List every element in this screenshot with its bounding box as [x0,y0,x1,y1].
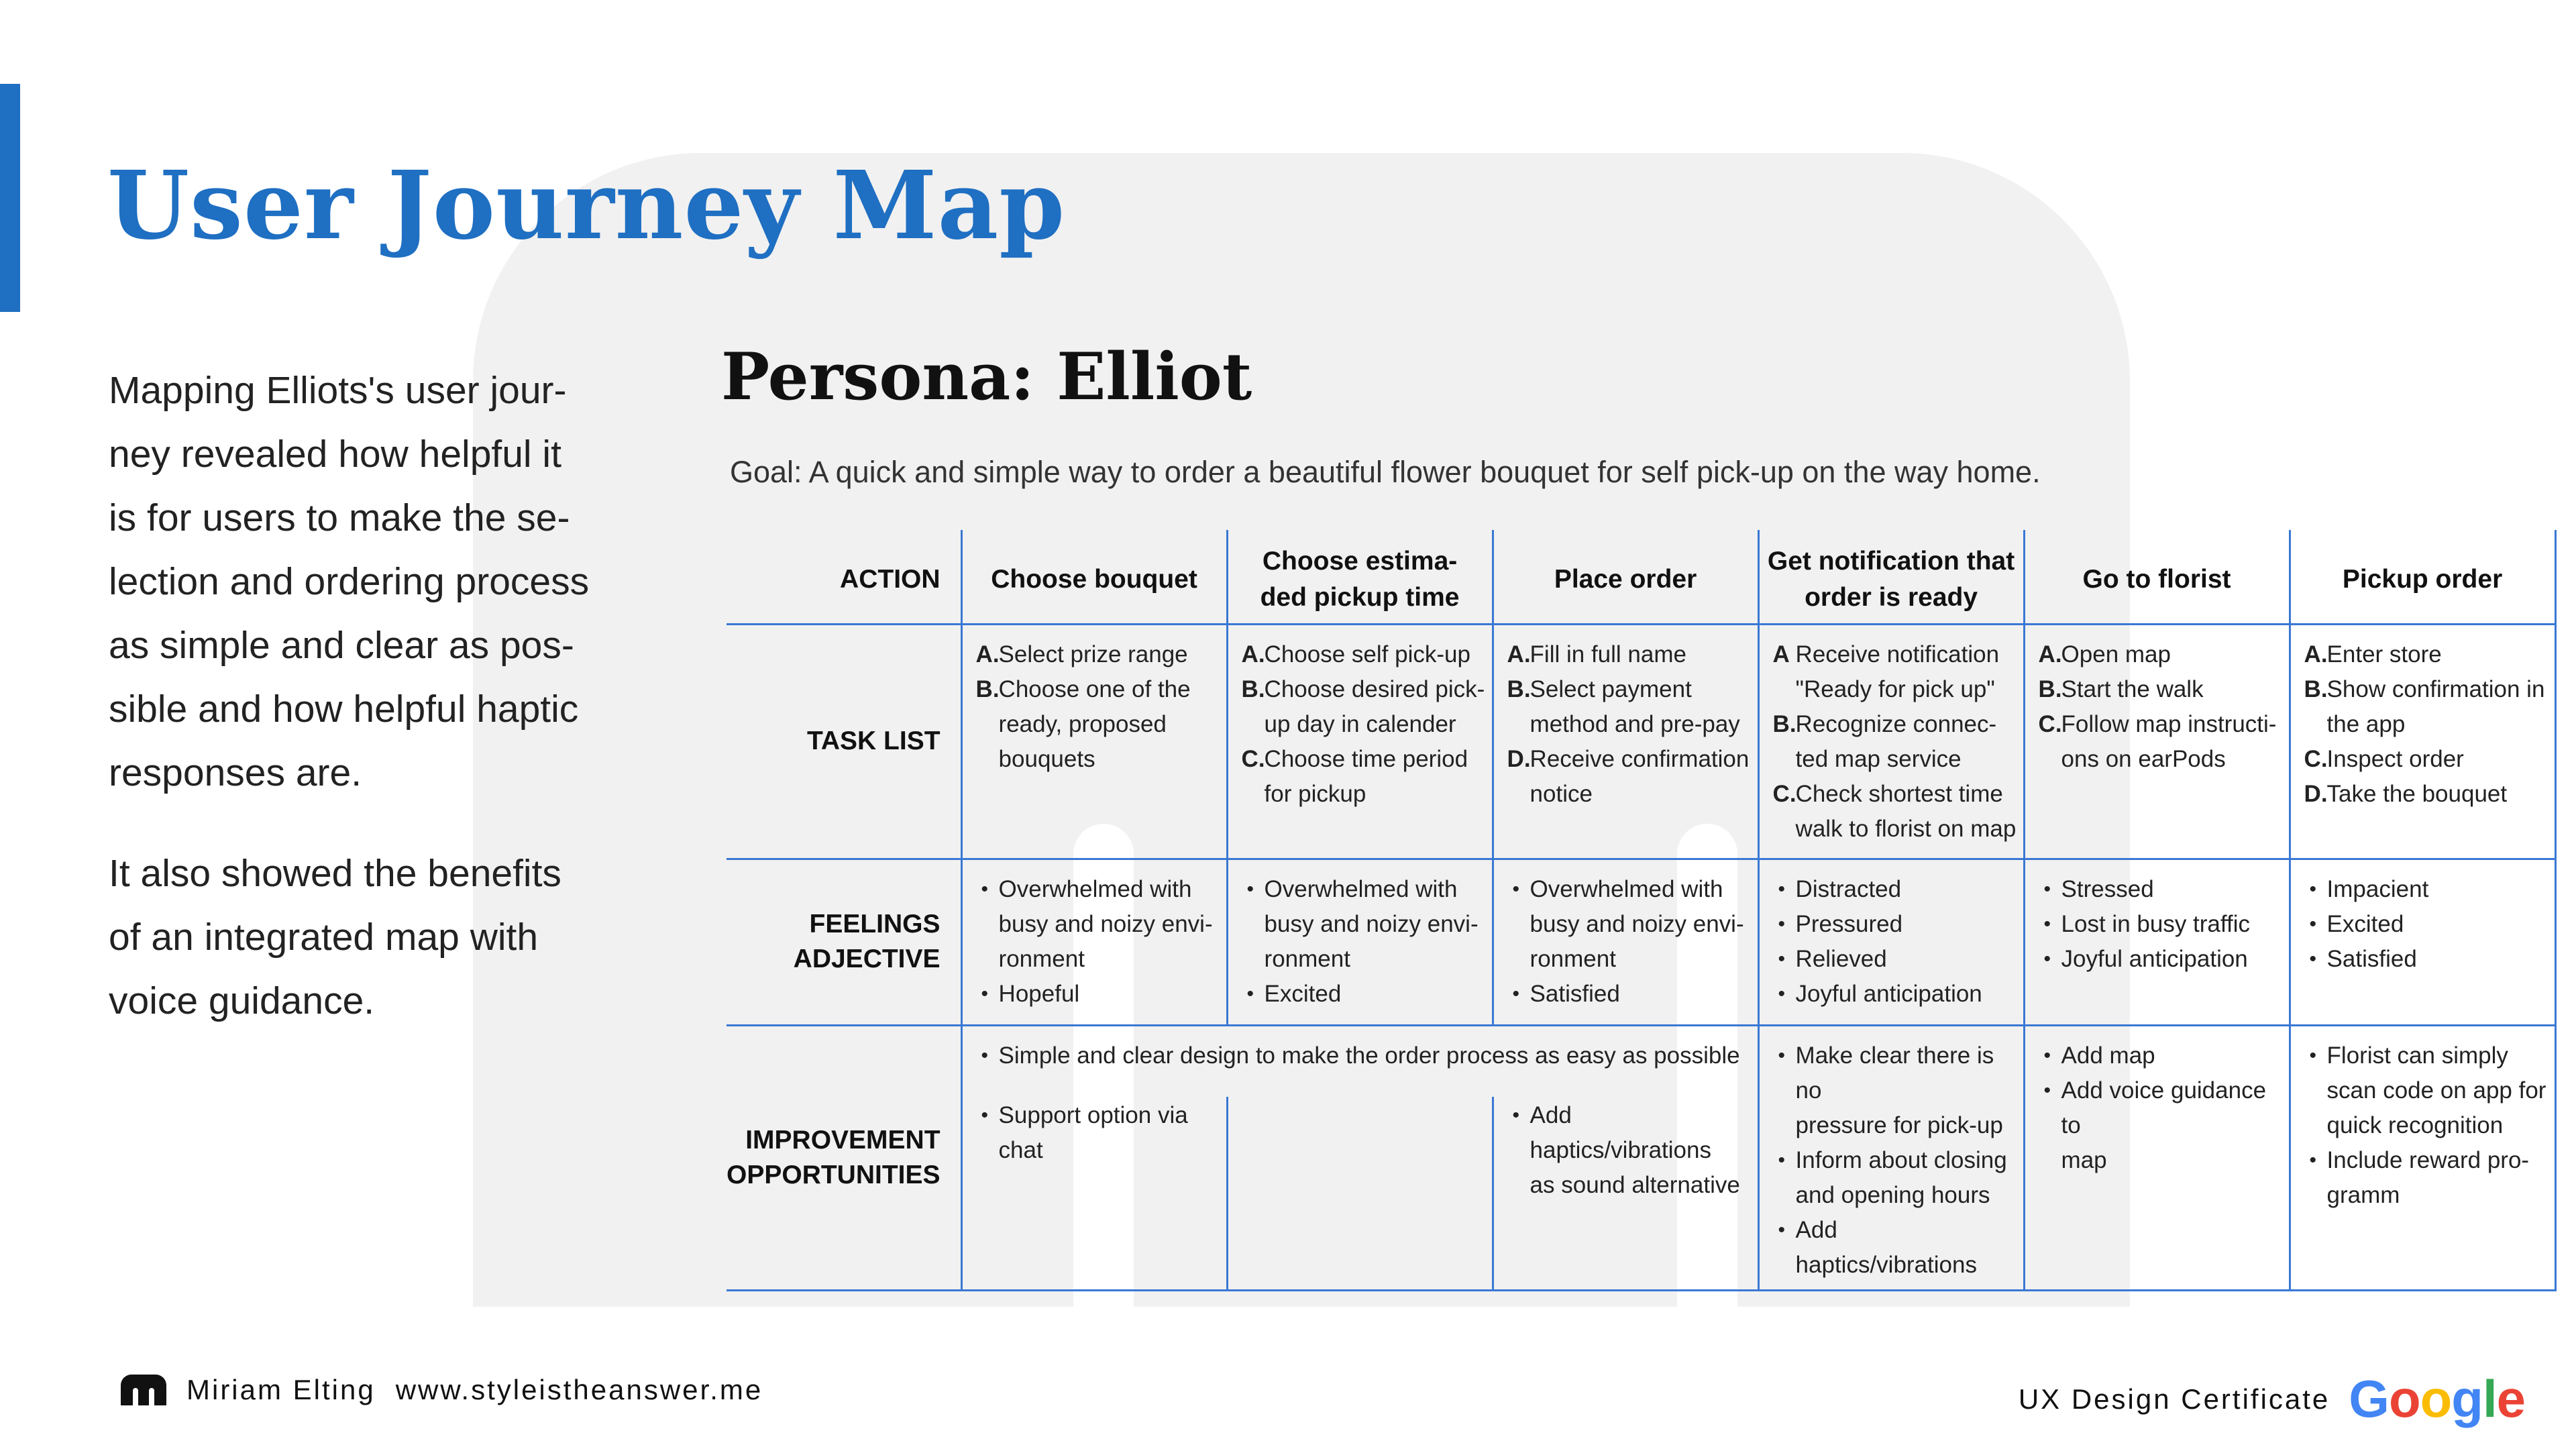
task-text: Choose self pick-up [1264,641,1470,667]
improvement-item [1773,1038,2017,1143]
improvement-item-text: pressure for pick-up [1795,1112,2003,1138]
action-header [1758,530,2024,624]
improvement-item-text: Add map [2061,1042,2155,1069]
bullet: • [2309,947,2317,970]
task-text: the app [2326,710,2406,737]
action-header [2024,530,2290,624]
feeling-item-text: Distracted [1795,875,1902,902]
bullet: • [1246,877,1254,900]
feeling-item-text: Satisfied [2326,945,2417,972]
feeling-item-text: Overwhelmed with [998,875,1192,902]
bullet: • [1778,1044,1786,1067]
action-row [727,530,2555,624]
bullet: • [2043,1079,2051,1102]
bullet: • [1778,912,1786,935]
bullet: • [1246,982,1254,1005]
bullet: • [2043,877,2051,900]
improvement-item-text: scan code on app for [2326,1077,2546,1104]
task-item [1507,672,1751,742]
feeling-item [1242,977,1485,1012]
persona-goal: Goal: A quick and simple way to order a beautiful flower bouquet for self pick-up on the way home. [730,455,2041,489]
improvement-cell [961,1097,1227,1290]
task-item [1773,637,2017,707]
feeling-item [1773,907,2017,942]
task-cell [2290,624,2555,859]
improvement-item [1773,1213,2017,1283]
improvement-item-text: quick recognition [2326,1112,2504,1138]
task-item [1507,637,1751,672]
improvement-item-text: Inform about closing [1795,1146,2007,1173]
google-letter: l [2482,1369,2497,1428]
bullet: • [981,982,989,1005]
feeling-item-text: Satisfied [1529,980,1620,1007]
intro-paragraph-2: It also showed the benefits of an integrated map with voice guidance. [109,852,561,1022]
feeling-item [976,977,1220,1012]
shared-improvement-item: • Simple and clear design to make the order process as easy as possible [981,1042,1740,1069]
google-letter: o [2388,1369,2420,1428]
feelings-cell [1493,859,1758,1025]
improvement-item-text: gramm [2326,1181,2400,1208]
improvement-item-text: Add voice guidance to [2061,1077,2267,1138]
bullet: • [2309,1044,2317,1067]
feeling-item-text: busy and noizy envi- [1529,910,1744,937]
task-text: Start the walk [2061,676,2204,702]
action-label: order is ready [1805,583,1978,612]
action-header [1493,530,1758,624]
task-list-row [727,624,2555,859]
feeling-item-text: Relieved [1795,945,1887,972]
task-text: Fill in full name [1529,641,1686,667]
task-item [2304,777,2548,812]
improvement-item-text: map [2061,1146,2107,1173]
row-label-task-list: TASK LIST [727,624,961,859]
task-item [2039,707,2282,777]
bullet: • [981,1104,989,1126]
task-marker: C. [2304,745,2328,772]
persona-heading: Persona: Elliot [721,339,1252,415]
action-label: Go to florist [2082,565,2231,594]
improvement-item-text: Add haptics/vibrations [1795,1216,1977,1278]
improvement-cell [1493,1097,1758,1290]
bullet: • [1778,947,1786,970]
improvement-item-text: Add haptics/vibrations [1529,1102,1711,1163]
intro-paragraph-1: Mapping Elliots's user jour- ney revealed how helpful it is for users to make the se- lection and ordering process as simple and clear as pos- sible and how helpful haptic responses are. [109,369,590,794]
feeling-item [976,872,1220,977]
task-marker: A. [1241,641,1265,667]
action-label: Choose bouquet [991,565,1197,594]
task-item [976,637,1220,672]
task-text: Receive confirmation [1529,745,1750,772]
task-text: notice [1529,780,1593,807]
feeling-item-text: Excited [2326,910,2404,937]
feeling-item-text: Joyful anticipation [2061,945,2248,972]
improvement-cell [2290,1025,2555,1290]
feeling-item-text: busy and noizy envi- [998,910,1213,937]
task-marker: A. [2304,641,2328,667]
bullet: • [2309,912,2317,935]
bullet: • [1512,1104,1520,1126]
improvement-item [2039,1073,2282,1178]
task-text: Follow map instructi- [2061,710,2277,737]
task-text: ted map service [1795,745,1962,772]
task-item [2304,637,2548,672]
improvement-item-text: Florist can simply [2326,1042,2508,1069]
row-label-action: ACTION [727,530,961,624]
action-header [2290,530,2555,624]
feeling-item-text: busy and noizy envi- [1264,910,1479,937]
task-text: method and pre-pay [1529,710,1740,737]
bullet: • [1512,877,1520,900]
task-text: Choose time period [1264,745,1468,772]
feeling-item-text: ronment [998,945,1085,972]
task-marker: C. [1241,745,1265,772]
improvement-item [1507,1098,1751,1203]
task-text: up day in calender [1264,710,1456,737]
bullet: • [1512,982,1520,1005]
task-cell [1227,624,1493,859]
task-item [1773,707,2017,777]
feeling-item-text: Excited [1264,980,1342,1007]
google-letter: G [2349,1369,2389,1428]
action-label: ded pickup time [1260,583,1460,612]
task-marker: C. [2038,710,2062,737]
task-marker: B. [2038,676,2062,702]
improvement-cell [1758,1025,2024,1290]
page-title: User Journey Map [107,151,1066,261]
task-marker: C. [1772,780,1796,807]
bullet: • [2043,1044,2051,1067]
improvement-item-text: Make clear there is no [1795,1042,1994,1104]
task-item [2304,742,2548,777]
feeling-item [1773,942,2017,977]
feelings-cell [961,859,1227,1025]
feeling-item [2039,942,2282,977]
feeling-item [1773,872,2017,907]
task-cell [961,624,1227,859]
improvement-item [976,1098,1220,1168]
intro-text [109,359,619,1070]
feeling-item-text: Overwhelmed with [1529,875,1723,902]
task-cell [1493,624,1758,859]
task-cell [2024,624,2290,859]
task-item [976,672,1220,777]
feeling-item [2039,907,2282,942]
task-text: Show confirmation in [2326,676,2545,702]
action-label: Choose estima- [1262,547,1458,576]
feeling-item-text: ronment [1529,945,1616,972]
task-text: Open map [2061,641,2171,667]
task-marker: B. [1772,710,1796,737]
task-text: walk to florist on map [1795,815,2017,842]
feeling-item-text: Stressed [2061,875,2154,902]
improvement-item [1773,1143,2017,1213]
feelings-cell [2024,859,2290,1025]
bullet: • [1778,1148,1786,1171]
task-item [1507,742,1751,812]
journey-table [727,530,2557,1291]
website-link[interactable]: www.styleistheanswer.me [395,1374,763,1405]
improvement-item-text: as sound alternative [1529,1171,1740,1198]
footer-author [121,1374,763,1406]
improvement-row-top [727,1025,2555,1097]
feeling-item-text: Joyful anticipation [1795,980,1982,1007]
task-text: Take the bouquet [2326,780,2508,807]
feeling-item [2304,907,2548,942]
task-item [1242,672,1485,742]
feeling-item-text: Hopeful [998,980,1080,1007]
task-text: Receive notification [1795,641,2000,667]
feelings-cell [1758,859,2024,1025]
task-text: for pickup [1264,780,1366,807]
task-marker: D. [1507,745,1531,772]
task-marker: B. [1241,676,1265,702]
action-header [1227,530,1493,624]
task-text: Enter store [2326,641,2442,667]
task-item [2039,672,2282,707]
feeling-item [2304,942,2548,977]
google-letter: e [2496,1369,2525,1428]
task-text: ons on earPods [2061,745,2226,772]
feeling-item [1773,977,2017,1012]
certificate-label: UX Design Certificate [2018,1383,2330,1415]
task-cell [1758,624,2024,859]
task-text: Select payment [1529,676,1692,702]
action-label: Get notification that [1767,547,2015,576]
improvement-item-text: and opening hours [1795,1181,1990,1208]
google-logo [2349,1368,2525,1430]
feeling-item [2039,872,2282,907]
bullet: • [2043,912,2051,935]
task-item [1242,637,1485,672]
feeling-item-text: Overwhelmed with [1264,875,1458,902]
bullet: • [2309,877,2317,900]
feeling-item [1507,872,1751,977]
task-text: Inspect order [2326,745,2464,772]
task-text: Choose one of the [998,676,1191,702]
row-label-feelings: FEELINGS ADJECTIVE [727,859,961,1025]
footer-certificate [2019,1368,2525,1430]
feelings-cell [1227,859,1493,1025]
task-item [1242,742,1485,812]
author-name: Miriam Elting [186,1374,376,1405]
shared-improvement-cell [961,1025,1758,1097]
task-marker: A. [975,641,1000,667]
task-item [2304,672,2548,742]
task-text: Check shortest time [1795,780,2003,807]
task-marker: A [1772,641,1790,667]
action-label: Place order [1554,565,1697,594]
task-item [1773,777,2017,847]
task-item [2039,637,2282,672]
task-text: bouquets [998,745,1095,772]
bullet: • [1778,1218,1786,1241]
action-header [961,530,1227,624]
feeling-item [1242,872,1485,977]
google-letter: o [2420,1369,2452,1428]
improvement-item-text: Support option via [998,1102,1188,1128]
task-text: Select prize range [998,641,1188,667]
row-label-improvement: IMPROVEMENT OPPORTUNITIES [727,1025,961,1290]
task-text: Recognize connec- [1795,710,1997,737]
task-marker: A. [2038,641,2062,667]
bullet: • [981,877,989,900]
improvement-item [2039,1038,2282,1073]
improvement-item [2304,1143,2548,1213]
improvement-item [2304,1038,2548,1143]
improvement-cell [1227,1097,1493,1290]
bullet: • [1778,877,1786,900]
task-marker: A. [1507,641,1531,667]
task-marker: B. [975,676,1000,702]
action-label: Pickup order [2342,565,2503,594]
improvement-cell [2024,1025,2290,1290]
m-logo-icon [121,1375,166,1405]
bullet: • [1778,982,1786,1005]
feeling-item-text: Impacient [2326,875,2429,902]
feeling-item [2304,872,2548,907]
feelings-cell [2290,859,2555,1025]
task-marker: D. [2304,780,2328,807]
feeling-item-text: Lost in busy traffic [2061,910,2250,937]
feeling-item-text: ronment [1264,945,1350,972]
task-marker: B. [2304,676,2328,702]
task-text: Choose desired pick- [1264,676,1485,702]
task-text: "Ready for pick up" [1795,676,1995,702]
task-text: ready, proposed [998,710,1167,737]
bullet: • [2043,947,2051,970]
task-marker: B. [1507,676,1531,702]
improvement-item-text: Include reward pro- [2326,1146,2530,1173]
bullet: • [2309,1148,2317,1171]
google-letter: g [2451,1369,2483,1428]
accent-bar [0,84,20,312]
feelings-row [727,859,2555,1025]
feeling-item [1507,977,1751,1012]
feeling-item-text: Pressured [1795,910,1903,937]
improvement-item-text: chat [998,1136,1043,1163]
